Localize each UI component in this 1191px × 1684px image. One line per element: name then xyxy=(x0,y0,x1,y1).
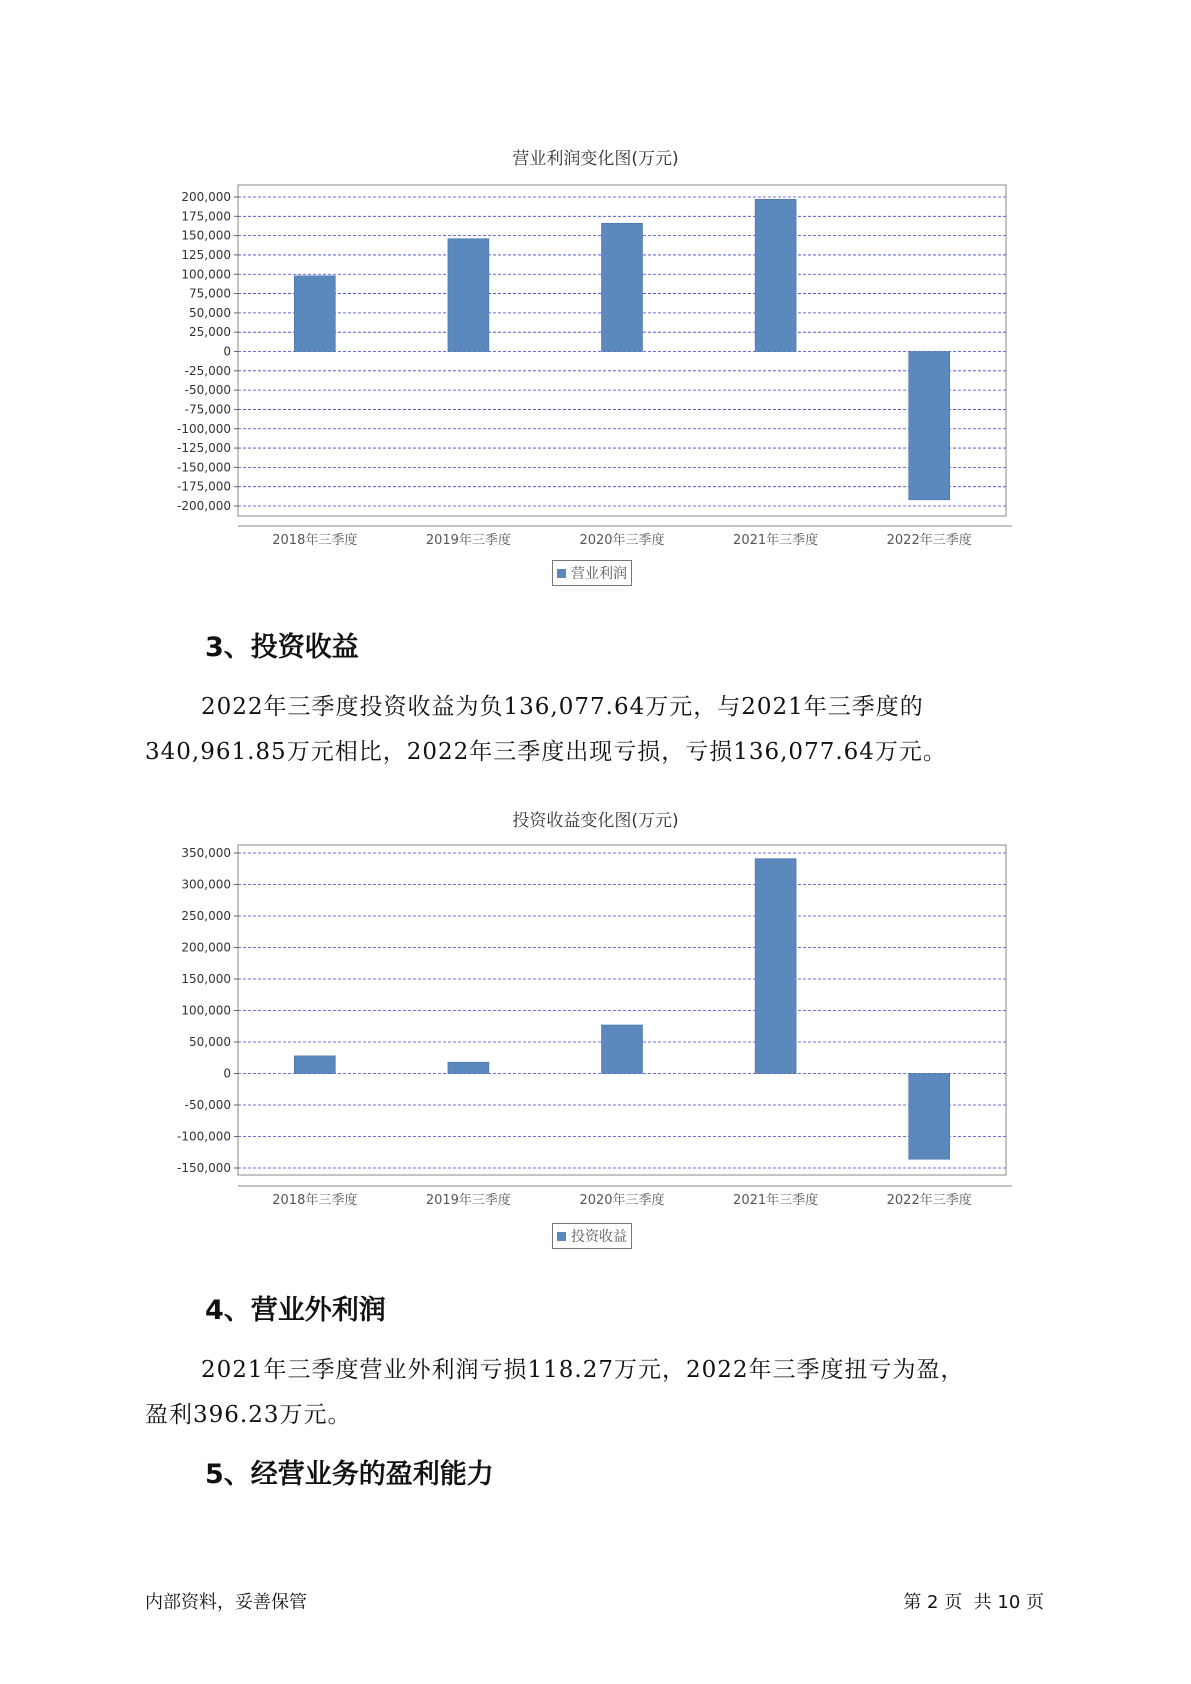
y-tick-label: 100,000 xyxy=(181,267,231,282)
y-tick-label: -125,000 xyxy=(177,441,231,456)
y-tick-label: 250,000 xyxy=(181,909,231,923)
y-tick-label: -75,000 xyxy=(184,402,231,417)
x-tick-label: 2021年三季度 xyxy=(733,1193,819,1208)
y-tick-label: -50,000 xyxy=(184,383,231,398)
y-tick-label: 200,000 xyxy=(181,190,231,204)
y-tick-label: 175,000 xyxy=(181,209,231,224)
y-tick-label: -200,000 xyxy=(177,499,231,513)
y-tick-label: 75,000 xyxy=(189,286,231,301)
x-tick-label: 2019年三季度 xyxy=(425,533,511,548)
y-tick-label: -100,000 xyxy=(177,421,231,436)
y-tick-label: 350,000 xyxy=(181,846,231,860)
chart2-title: 投资收益变化图(万元) xyxy=(512,811,679,831)
bar xyxy=(294,1056,335,1074)
section-3-line-2: 340,961.85万元相比，2022年三季度出现亏损，亏损136,077.64万元。 xyxy=(145,739,947,765)
x-tick-label: 2022年三季度 xyxy=(886,1193,972,1208)
y-tick-label: 300,000 xyxy=(181,877,231,892)
x-tick-label: 2022年三季度 xyxy=(886,533,972,548)
bar xyxy=(448,1062,489,1073)
y-tick-label: 150,000 xyxy=(181,228,231,243)
section-3-line-1: 2022年三季度投资收益为负136,077.64万元，与2021年三季度的 xyxy=(201,694,924,720)
bar xyxy=(602,1025,643,1074)
section-4-line-2: 盈利396.23万元。 xyxy=(145,1402,352,1428)
y-tick-label: 100,000 xyxy=(181,1003,231,1018)
y-tick-label: 0 xyxy=(223,1066,231,1081)
chart2-legend xyxy=(552,1223,632,1249)
chart1-title: 营业利润变化图(万元) xyxy=(512,149,679,169)
x-tick-label: 2018年三季度 xyxy=(272,533,358,548)
section-3-heading: 3、投资收益 xyxy=(205,632,359,663)
y-tick-label: 200,000 xyxy=(181,940,231,955)
y-tick-label: 25,000 xyxy=(189,325,231,340)
section-4-paragraph xyxy=(145,1348,1045,1438)
section-4-heading: 4、营业外利润 xyxy=(205,1295,386,1326)
bar xyxy=(755,859,796,1074)
footer-confidential-note: 内部资料，妥善保管 xyxy=(145,1592,307,1613)
y-tick-label: 50,000 xyxy=(189,1035,231,1049)
legend-swatch xyxy=(557,1232,566,1241)
x-tick-label: 2020年三季度 xyxy=(579,533,665,548)
x-tick-label: 2021年三季度 xyxy=(733,533,819,548)
y-tick-label: 150,000 xyxy=(181,972,231,986)
x-tick-label: 2018年三季度 xyxy=(272,1193,358,1208)
y-tick-label: 125,000 xyxy=(181,247,231,262)
y-tick-label: -25,000 xyxy=(184,363,231,378)
chart1-legend-label: 营业利润 xyxy=(571,566,627,582)
y-tick-label: -175,000 xyxy=(177,479,231,494)
y-tick-label: 50,000 xyxy=(189,305,231,320)
y-tick-label: -150,000 xyxy=(177,1161,231,1175)
chart2-legend-label: 投资收益 xyxy=(571,1229,627,1245)
x-tick-label: 2020年三季度 xyxy=(579,1193,665,1208)
plot-area xyxy=(238,845,1006,1175)
y-tick-label: -50,000 xyxy=(184,1098,231,1112)
section-4-line-1: 2021年三季度营业外利润亏损118.27万元，2022年三季度扭亏为盈， xyxy=(201,1357,965,1383)
y-tick-label: 0 xyxy=(223,344,231,359)
section-5-heading: 5、经营业务的盈利能力 xyxy=(205,1459,494,1490)
bar xyxy=(909,1074,950,1160)
y-tick-label: -150,000 xyxy=(177,460,231,475)
footer-page-number: 第 2 页 共 10 页 xyxy=(903,1592,1044,1613)
y-tick-label: -100,000 xyxy=(177,1129,231,1144)
x-tick-label: 2019年三季度 xyxy=(425,1193,511,1208)
